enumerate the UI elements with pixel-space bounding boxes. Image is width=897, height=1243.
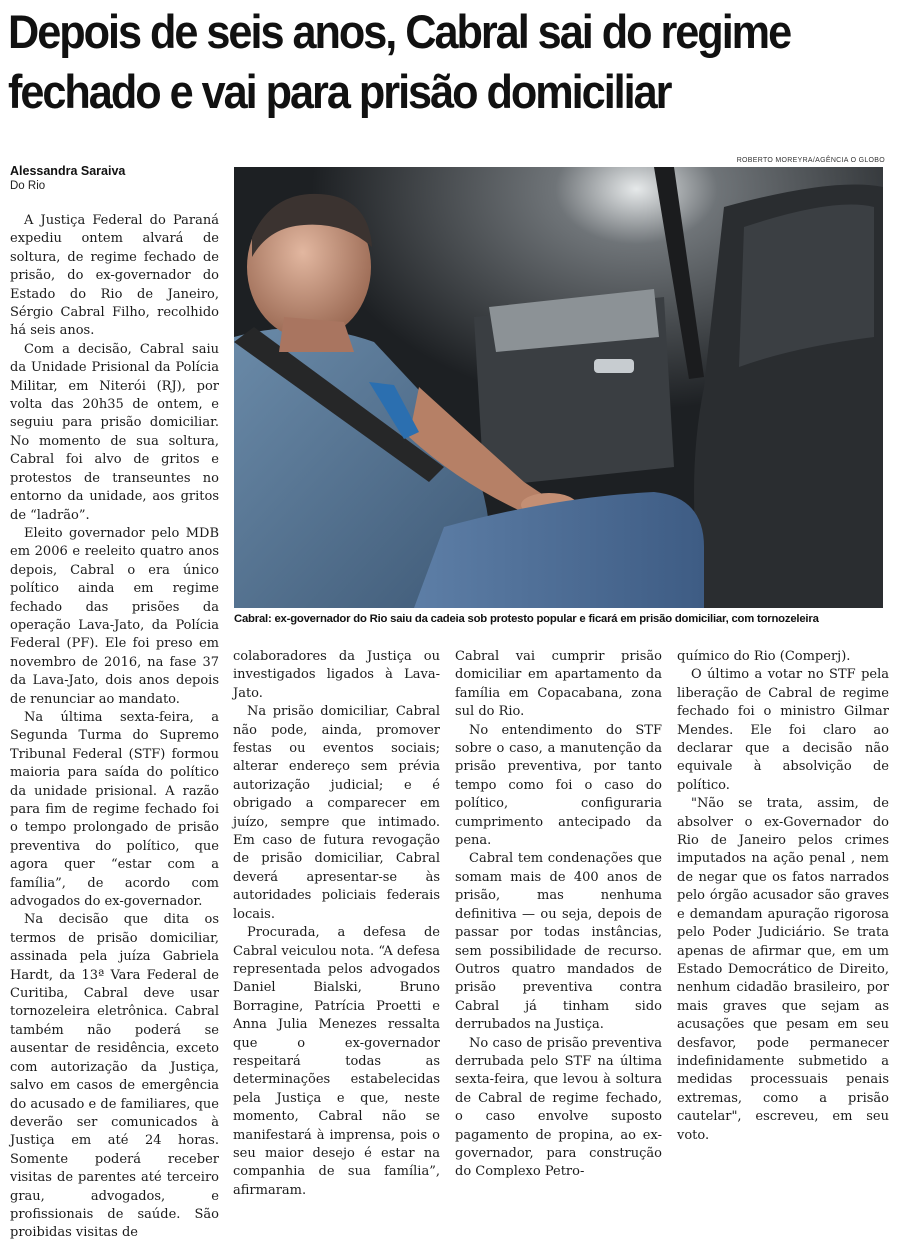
paragraph: Cabral vai cumprir prisão domiciliar em apartamento da família em Copacabana, zona sul do Rio.: [455, 649, 662, 720]
paragraph: No caso de prisão preventiva derrubada pelo STF na última sexta-feira, que levou à soltura de Cabral de regime fechado, o caso envolve suposto pagamento de propina, ao ex-governador, para construção do Complexo Petro-: [455, 1035, 662, 1180]
paragraph: Na prisão domiciliar, Cabral não pode, ainda, promover festas ou eventos sociais; alterar endereço sem prévia autorização judicial; e é obrigado a comparecer em juízo, sempre que intimado. Em caso de futura revogação de prisão domiciliar, Cabral deverá apresentar-se às autoridades policiais federais locais.: [233, 704, 440, 922]
headline: [8, 2, 822, 122]
paragraph: Eleito governador pelo MDB em 2006 e reeleito quatro anos depois, Cabral o era único político ainda em regime fechado das prisões da operação Lava-Jato, da Polícia Federal (PF). Ele foi preso em novembro de 2016, na fase 37 da Lava-Jato, dois anos depois de renunciar ao mandato.: [10, 525, 219, 707]
byline: [10, 164, 225, 192]
paragraph: "Não se trata, assim, de absolver o ex-Governador do Rio de Janeiro pelos crimes imputados na ação penal , nem de negar que os fatos narrados pelo órgão acusador são graves e demandam apuração rigorosa pelo Poder Judiciário. Se trata apenas de afirmar que, em um Estado Democrático de Direito, nenhum cidadão brasileiro, por mais graves que sejam as acusações que pesam em seu desfavor, pode permanecer indefinidamente submetido a medidas processuais penais extremas, como a prisão cautelar", escreveu, em seu voto.: [677, 796, 889, 1143]
paragraph: químico do Rio (Comperj).: [677, 649, 851, 664]
paragraph: O último a votar no STF pela liberação de Cabral de regime fechado foi o ministro Gilmar Mendes. Ele foi claro ao declarar que a decisão não equivale à absolvição de político.: [677, 667, 889, 793]
dateline: Do Rio: [10, 180, 46, 192]
headline-line-1: Depois de seis anos, Cabral sai do regime: [8, 5, 791, 58]
article-column-4: [677, 648, 889, 1145]
paragraph: Procurada, a defesa de Cabral veiculou nota. “A defesa representada pelos advogados Daniel Bialski, Bruno Borragine, Patrícia Proetti e Anna Julia Menezes ressalta que o ex-governador respeitará todas as determinações estabelecidas pela Justiça e que, neste momento, Cabral não se manifestará à imprensa, pois o seu maior desejo é estar na companhia de sua família”, afirmaram.: [233, 925, 440, 1198]
paragraph: No entendimento do STF sobre o caso, a manutenção da prisão preventiva, por tanto tempo como foi o caso do político, configuraria cumprimento antecipado da pena.: [455, 722, 662, 849]
photo-credit: ROBERTO MOREYRA/AGÊNCIA O GLOBO: [736, 157, 885, 164]
paragraph: A Justiça Federal do Paraná expediu ontem alvará de soltura, de regime fechado de prisão, do ex-governador do Estado do Rio de Janeiro, Sérgio Cabral Filho, recolhido há seis anos.: [10, 213, 219, 339]
news-photo: [234, 167, 883, 608]
paragraph: Com a decisão, Cabral saiu da Unidade Prisional da Polícia Militar, em Niterói (RJ), por volta das 20h35 de ontem, e seguiu para prisão domiciliar. No momento de sua soltura, Cabral foi alvo de gritos e protestos de transeuntes no entorno da unidade, aos gritos de “ladrão”.: [10, 341, 219, 523]
photo-caption: Cabral: ex-governador do Rio saiu da cadeia sob protesto popular e ficará em prisão domiciliar, com tornozeleira: [234, 613, 819, 625]
paragraph: colaboradores da Justiça ou investigados ligados à Lava-Jato.: [233, 649, 440, 701]
article-column-3: [455, 648, 662, 1182]
article-column-2: [233, 648, 440, 1200]
article-column-1: [10, 212, 219, 1243]
car-interior-photo: [234, 167, 883, 608]
headline-line-2: fechado e vai para prisão domiciliar: [8, 65, 671, 118]
paragraph: Na decisão que dita os termos de prisão domiciliar, assinada pela juíza Gabriela Hardt, da 13ª Vara Federal de Curitiba, Cabral deve usar tornozeleira eletrônica. Cabral também não poderá se ausentar de residência, exceto com autorização da Justiça, salvo em casos de emergência do acusado e de familiares, que deverão ser comunicados à Justiça em até 24 horas. Somente poderá receber visitas de parentes até terceiro grau, advogados, e profissionais de saúde. São proibidas visitas de: [10, 912, 219, 1241]
paragraph: Cabral tem condenações que somam mais de 400 anos de prisão, mas nenhuma definitiva — ou seja, depois de passar por todas instâncias, sem possibilidade de recurso. Outros quatro mandados de prisão preventiva contra Cabral já tinham sido derrubados na Justiça.: [455, 851, 662, 1033]
paragraph: Na última sexta-feira, a Segunda Turma do Supremo Tribunal Federal (STF) formou maioria para saída do político da unidade prisional. A razão para fim de regime fechado foi o tempo prolongado de prisão preventiva do político, que agora quer “estar com a família”, de acordo com advogados do ex-governador.: [10, 709, 219, 910]
author-name: Alessandra Saraiva: [10, 164, 126, 178]
